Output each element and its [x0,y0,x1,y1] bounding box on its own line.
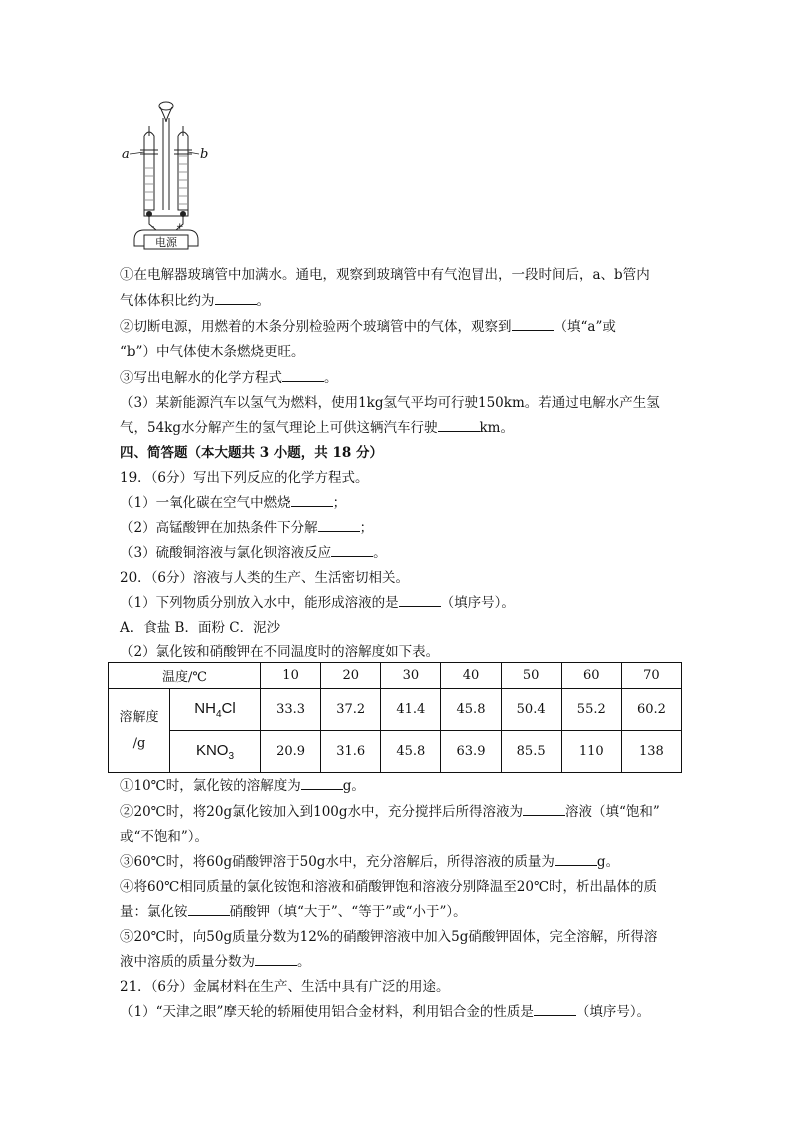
table-cell: 50.4 [501,689,561,731]
temp-cell: 40 [441,663,501,689]
answer-blank[interactable] [255,953,297,966]
question-21-part-1: （1）“天津之眼”摩天轮的轿厢使用铝合金材料，利用铝合金的性质是 （填序号）。 [120,1004,651,1020]
table-cell: 37.2 [321,689,381,731]
question-20-part-2: （2）氯化铵和硝酸钾在不同温度时的溶解度如下表。 [120,644,440,660]
answer-blank[interactable] [534,1003,576,1016]
answer-blank[interactable] [523,803,565,816]
temp-cell: 30 [381,663,441,689]
answer-blank[interactable] [318,519,360,532]
table-cell: 31.6 [321,731,381,773]
temp-cell: 50 [501,663,561,689]
solubility-label-line-1: 溶解度 [119,709,159,725]
answer-blank[interactable] [399,594,441,607]
question-3-line: ③写出电解水的化学方程式 。 [120,370,338,386]
table-cell: 33.3 [261,689,321,731]
section-4-heading: 四、简答题（本大题共 3 小题，共 18 分） [120,445,383,461]
electrolysis-apparatus-figure [120,98,240,258]
temp-cell: 20 [321,663,381,689]
temperature-header: 温度/℃ [109,663,261,689]
tube-a-label: a [122,147,130,162]
question-2-line-a: ②切断电源，用燃着的木条分别检验两个玻璃管中的气体，观察到 （填“a”或 [120,319,616,335]
solubility-label-line-2: /g [132,735,146,751]
sub-question-4-line-a: ④将60℃相同质量的氯化铵饱和溶液和硝酸钾饱和溶液分别降温至20℃时，析出晶体的质 [120,879,658,895]
temp-cell: 10 [261,663,321,689]
question-20: 20．（6分）溶液与人类的生产、生活密切相关。 [120,570,410,586]
question-1-line-b: 气体体积比约为 。 [120,293,270,309]
table-cell: 41.4 [381,689,441,731]
answer-blank[interactable] [188,903,230,916]
answer-blank[interactable] [331,544,373,557]
sub-question-5-line-b: 液中溶质的质量分数为 。 [120,954,311,970]
sub-question-4-line-b: 量：氯化铵 硝酸钾（填“大于”、“等于”或“小于”）。 [120,904,467,920]
table-header-row [109,663,682,689]
solubility-table [108,662,682,773]
table-cell: 20.9 [261,731,321,773]
table-row-nh4cl [109,689,682,731]
sub-question-2-line-a: ②20℃时，将20g氯化铵加入到100g水中，充分搅拌后所得溶液为 溶液（填“饱和” [120,804,660,820]
electrolysis-apparatus-drawing [120,98,240,258]
question-20-part-1: （1）下列物质分别放入水中，能形成溶液的是 （填序号）。 [120,595,515,611]
part-3-line-b: 气，54kg水分解产生的氢气理论上可供这辆汽车行驶 km。 [120,420,514,436]
temp-cell: 60 [561,663,621,689]
table-cell: 85.5 [501,731,561,773]
answer-blank[interactable] [301,777,343,790]
table-cell: 138 [621,731,681,773]
question-1-line-a: ①在电解器玻璃管中加满水。通电，观察到玻璃管中有气泡冒出，一段时间后，a、b管内 [120,267,650,283]
question-19-part-1: （1）一氧化碳在空气中燃烧 ； [120,495,347,511]
question-19: 19．（6分）写出下列反应的化学方程式。 [120,470,369,486]
question-2-line-b: “b”）中气体使木条燃烧更旺。 [120,344,305,360]
answer-blank[interactable] [438,419,480,432]
table-cell: 60.2 [621,689,681,731]
sub-question-2-line-b: 或“不饱和”）。 [120,829,209,845]
power-source-label: 电源 [155,236,177,249]
table-cell: 45.8 [381,731,441,773]
table-cell: 45.8 [441,689,501,731]
tube-b-label: b [200,147,209,162]
table-row-kno3 [109,731,682,773]
nh4cl-formula: $NH_4Cl$ [170,689,261,731]
kno3-formula: $KNO_3$ [170,731,261,773]
answer-blank[interactable] [282,369,324,382]
answer-blank[interactable] [555,853,597,866]
temp-cell: 70 [621,663,681,689]
answer-blank[interactable] [512,318,554,331]
question-21: 21．（6分）金属材料在生产、生活中具有广泛的用途。 [120,979,450,995]
table-cell: 55.2 [561,689,621,731]
answer-blank[interactable] [215,292,257,305]
table-cell: 110 [561,731,621,773]
question-19-part-3: （3）硫酸铜溶液与氯化钡溶液反应 。 [120,545,387,561]
sub-question-3: ③60℃时，将60g硝酸钾溶于50g水中，充分溶解后，所得溶液的质量为 g。 [120,854,620,870]
sub-question-1: ①10℃时，氯化铵的溶解度为 g。 [120,778,365,794]
part-3-line-a: （3）某新能源汽车以氢气为燃料，使用1kg氢气平均可行驶150km。若通过电解水产生氢 [120,395,660,411]
table-cell: 63.9 [441,731,501,773]
question-19-part-2: （2）高锰酸钾在加热条件下分解 ； [120,520,374,536]
sub-question-5-line-a: ⑤20℃时，向50g质量分数为12%的硝酸钾溶液中加入5g硝酸钾固体，完全溶解，所得溶 [120,929,658,945]
question-20-options: A．食盐 B．面粉 C．泥沙 [120,620,281,636]
solubility-row-label [109,689,170,773]
negative-terminal-label: - [151,222,155,232]
positive-terminal-label: + [176,222,184,232]
answer-blank[interactable] [291,494,333,507]
